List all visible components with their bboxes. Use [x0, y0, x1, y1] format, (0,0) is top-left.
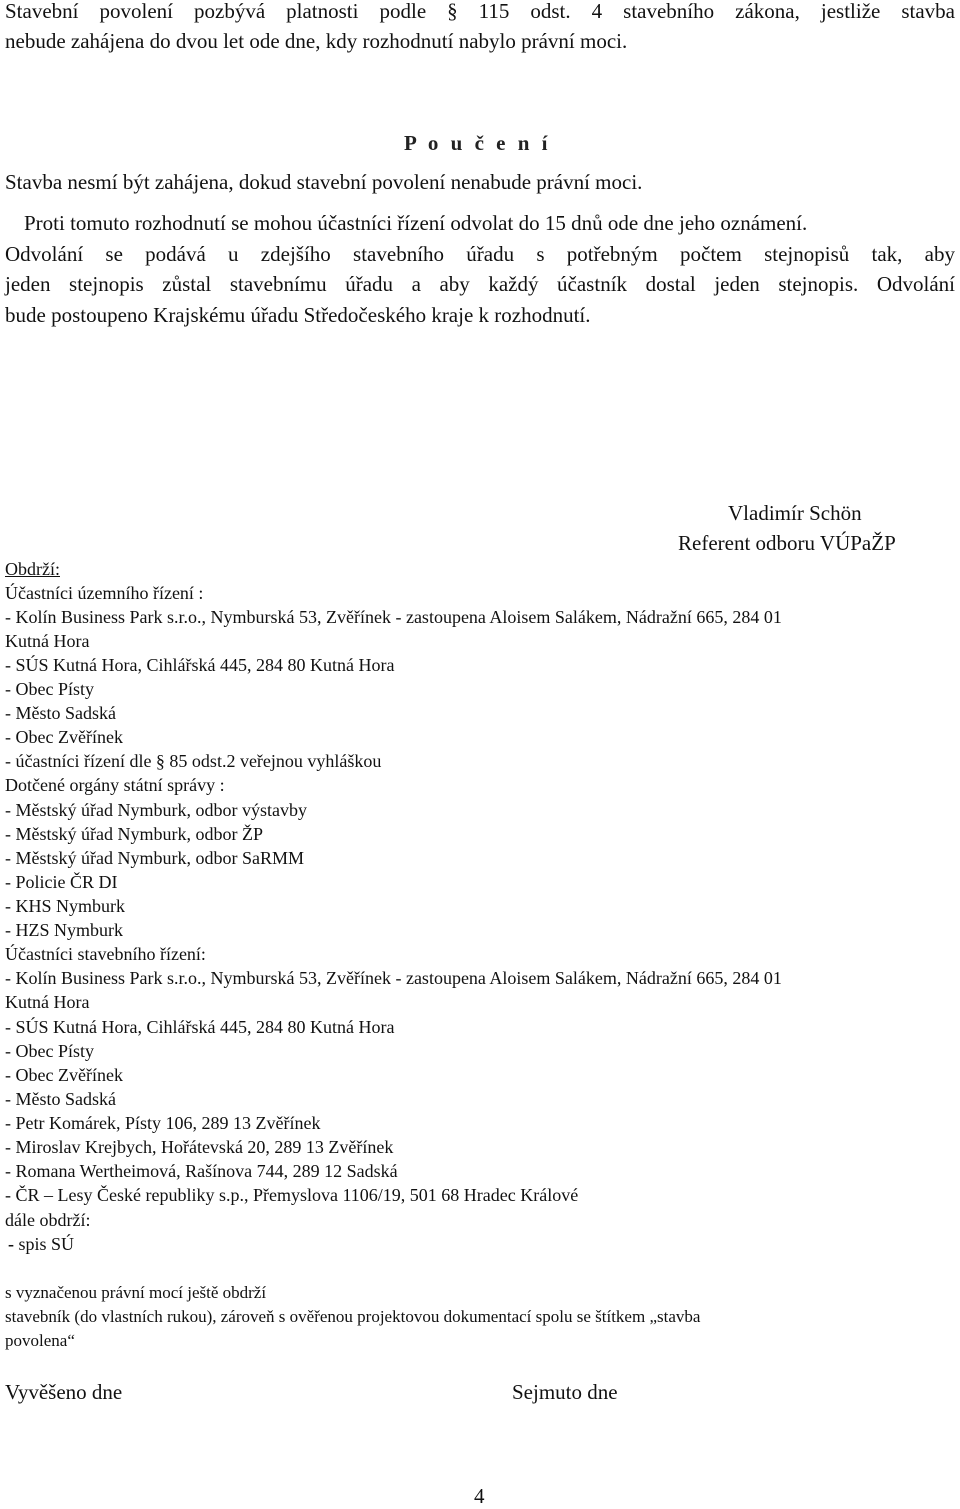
building-item: - Miroslav Krejbych, Hořátevská 20, 289 13 Zvěřínek [5, 1137, 394, 1157]
final-note-line-1: s vyznačenou právní mocí ještě obdrží [5, 1283, 267, 1302]
building-item: - Kolín Business Park s.r.o., Nymburská 53, Zvěřínek - zastoupena Aloisem Salákem, Nádražní 665, 284 01 [5, 968, 782, 988]
building-item: - Město Sadská [5, 1089, 116, 1109]
building-item: Kutná Hora [5, 992, 90, 1012]
building-item: - Obec Písty [5, 1041, 94, 1061]
authority-item: - KHS Nymburk [5, 896, 125, 916]
building-item: - Romana Wertheimová, Rašínova 744, 289 12 Sadská [5, 1161, 398, 1181]
page-number: 4 [474, 1484, 485, 1508]
instruction-paragraph-3-line-2: jeden stejnopis zůstal stavebnímu úřadu a aby každý účastník dostal jeden stejnopis. Odvolání [5, 272, 955, 296]
territorial-item: - účastníci řízení dle § 85 odst.2 veřejnou vyhláškou [5, 751, 382, 771]
building-item: - ČR – Lesy České republiky s.p., Přemyslova 1106/19, 501 68 Hradec Králové [5, 1185, 579, 1205]
recipients-heading: Obdrží: [5, 559, 60, 579]
authority-item: - HZS Nymburk [5, 920, 123, 940]
instruction-heading: P o u č e n í [404, 131, 552, 155]
removed-date-label: Sejmuto dne [512, 1380, 618, 1404]
further-item-text: spis SÚ [14, 1234, 75, 1254]
final-note-line-3: povolena“ [5, 1331, 75, 1350]
signature-title: Referent odboru VÚPaŽP [678, 531, 896, 555]
territorial-item: - Obec Písty [5, 679, 94, 699]
territorial-item: - SÚS Kutná Hora, Cihlářská 445, 284 80 Kutná Hora [5, 655, 395, 675]
building-item: - SÚS Kutná Hora, Cihlářská 445, 284 80 Kutná Hora [5, 1017, 395, 1037]
territorial-item: - Obec Zvěřínek [5, 727, 123, 747]
territorial-heading: Účastníci územního řízení : [5, 583, 204, 603]
territorial-item: - Kolín Business Park s.r.o., Nymburská 53, Zvěřínek - zastoupena Aloisem Salákem, Nádražní 665, 284 01 [5, 607, 782, 627]
authority-item: - Městský úřad Nymburk, odbor SaRMM [5, 848, 304, 868]
posted-date-label: Vyvěšeno dne [5, 1380, 123, 1404]
validity-line-2: nebude zahájena do dvou let ode dne, kdy rozhodnutí nabylo právní moci. [5, 29, 628, 53]
signature-name: Vladimír Schön [728, 501, 862, 525]
further-heading: dále obdrží: [5, 1210, 91, 1230]
validity-line-1: Stavební povolení pozbývá platnosti podle § 115 odst. 4 stavebního zákona, jestliže stavba [5, 0, 955, 23]
building-item: - Petr Komárek, Písty 106, 289 13 Zvěřínek [5, 1113, 321, 1133]
building-item: - Obec Zvěřínek [5, 1065, 123, 1085]
authority-item: - Městský úřad Nymburk, odbor ŽP [5, 824, 263, 844]
instruction-paragraph-3-line-3: bude postoupeno Krajskému úřadu Středočeského kraje k rozhodnutí. [5, 303, 591, 327]
instruction-paragraph-3-line-1: Odvolání se podává u zdejšího stavebního úřadu s potřebným počtem stejnopisů tak, aby [5, 242, 955, 266]
territorial-item: - Město Sadská [5, 703, 116, 723]
instruction-paragraph-2: Proti tomuto rozhodnutí se mohou účastníci řízení odvolat do 15 dnů ode dne jeho oznámení. [24, 211, 808, 235]
authority-item: - Policie ČR DI [5, 872, 118, 892]
further-item [8, 1235, 74, 1253]
authorities-heading: Dotčené orgány státní správy : [5, 775, 225, 795]
further-dash: - [8, 1234, 14, 1254]
building-heading: Účastníci stavebního řízení: [5, 944, 206, 964]
final-note-line-2: stavebník (do vlastních rukou), zároveň s ověřenou projektovou dokumentací spolu se štítkem „stavba [5, 1307, 701, 1326]
territorial-item: Kutná Hora [5, 631, 90, 651]
instruction-paragraph-1: Stavba nesmí být zahájena, dokud stavební povolení nenabude právní moci. [5, 170, 643, 194]
authority-item: - Městský úřad Nymburk, odbor výstavby [5, 800, 307, 820]
